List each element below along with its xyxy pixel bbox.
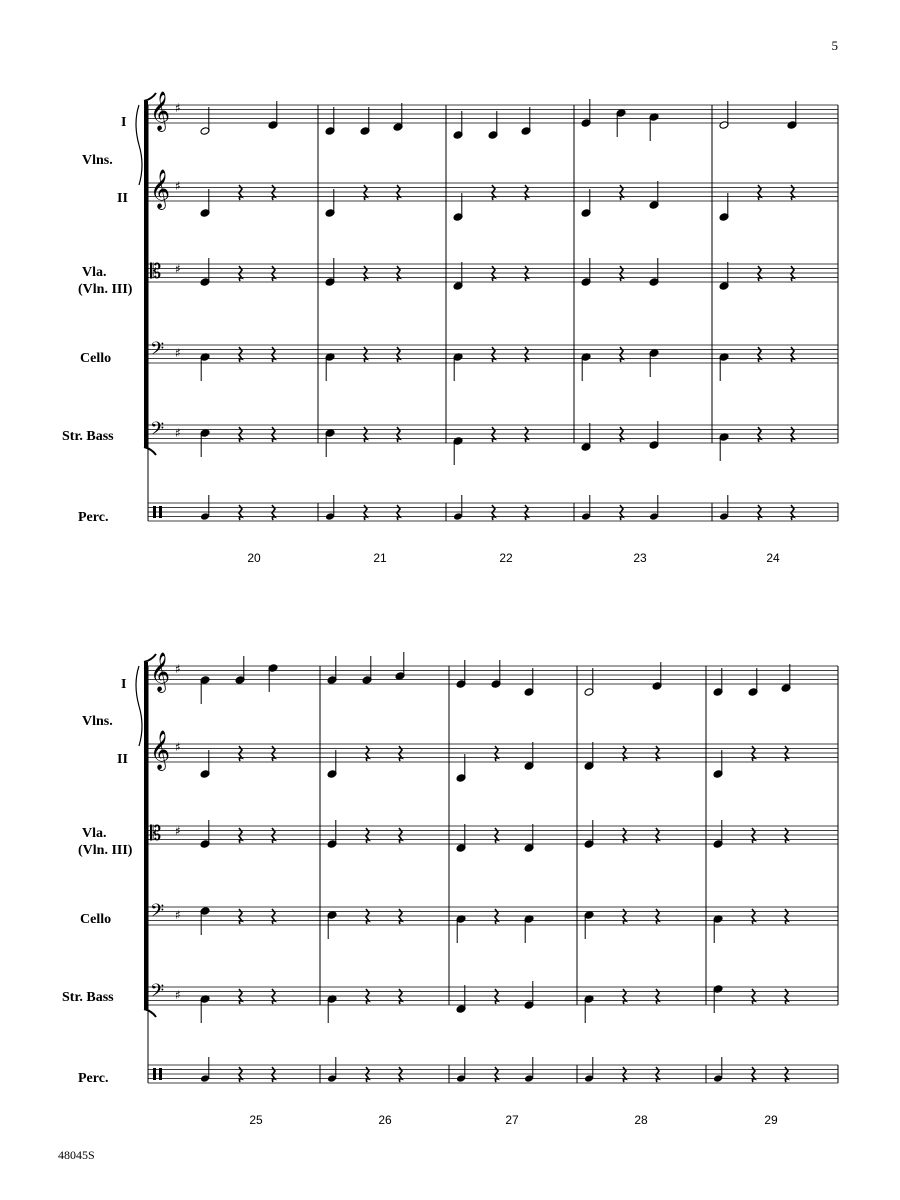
label-perc: Perc. [78, 1071, 109, 1086]
page-number: 5 [831, 38, 838, 53]
system-2-labels [62, 677, 133, 1086]
bracket-hook [144, 447, 156, 455]
label-bass: Str. Bass [62, 429, 114, 444]
alto-clef-icon: 𝄡 [150, 259, 162, 283]
sharp-icon: ♯ [175, 262, 181, 276]
label-vla: Vla. [82, 826, 107, 841]
sharp-icon: ♯ [175, 740, 181, 754]
label-vlns: Vlns. [82, 153, 113, 168]
system-2-measure-numbers [249, 1113, 778, 1127]
measure-number: 23 [633, 551, 647, 565]
treble-clef-icon: 𝄞 [150, 169, 171, 209]
label-vla: Vla. [82, 265, 107, 280]
sharp-icon: ♯ [175, 426, 181, 440]
sharp-icon: ♯ [175, 662, 181, 676]
bass-clef-icon: 𝄢 [150, 339, 165, 364]
label-vln2: II [117, 752, 128, 767]
label-perc: Perc. [78, 510, 109, 525]
measure-number: 29 [764, 1113, 778, 1127]
measure-number: 22 [499, 551, 513, 565]
perc-clef-icon [153, 506, 156, 518]
label-cello: Cello [80, 912, 112, 927]
sharp-icon: ♯ [175, 824, 181, 838]
label-vla2: (Vln. III) [78, 843, 133, 858]
label-bass: Str. Bass [62, 990, 114, 1005]
sharp-icon: ♯ [175, 346, 181, 360]
treble-clef-icon: 𝄞 [150, 652, 171, 692]
measure-number: 26 [378, 1113, 392, 1127]
sharp-icon: ♯ [175, 179, 181, 193]
label-vln2: II [117, 191, 128, 206]
bass-clef-icon: 𝄢 [150, 901, 165, 926]
brace [136, 666, 142, 746]
treble-clef-icon: 𝄞 [150, 730, 171, 770]
alto-clef-icon: 𝄡 [150, 821, 162, 845]
bass-clef-icon: 𝄢 [150, 981, 165, 1006]
label-vln1: I [121, 115, 127, 130]
perc-clef-icon [159, 1068, 162, 1080]
measure-number: 20 [247, 551, 261, 565]
label-vlns: Vlns. [82, 714, 113, 729]
sharp-icon: ♯ [175, 988, 181, 1002]
sharp-icon: ♯ [175, 908, 181, 922]
sharp-icon: ♯ [175, 101, 181, 115]
system-1-measure-numbers [247, 551, 780, 565]
bass-clef-icon: 𝄢 [150, 419, 165, 444]
perc-clef-icon [159, 506, 162, 518]
label-vln1: I [121, 677, 127, 692]
label-cello: Cello [80, 351, 112, 366]
perc-clef-icon [153, 1068, 156, 1080]
measure-number: 28 [634, 1113, 648, 1127]
notation [136, 91, 838, 1083]
measure-number: 25 [249, 1113, 263, 1127]
bracket-hook [144, 1009, 156, 1017]
catalog-number: 48045S [58, 1148, 95, 1162]
treble-clef-icon: 𝄞 [150, 91, 171, 131]
measure-number: 21 [373, 551, 387, 565]
brace [136, 105, 142, 185]
label-vla2: (Vln. III) [78, 282, 133, 297]
measure-number: 24 [766, 551, 780, 565]
system-1-labels [62, 115, 133, 525]
measure-number: 27 [505, 1113, 519, 1127]
